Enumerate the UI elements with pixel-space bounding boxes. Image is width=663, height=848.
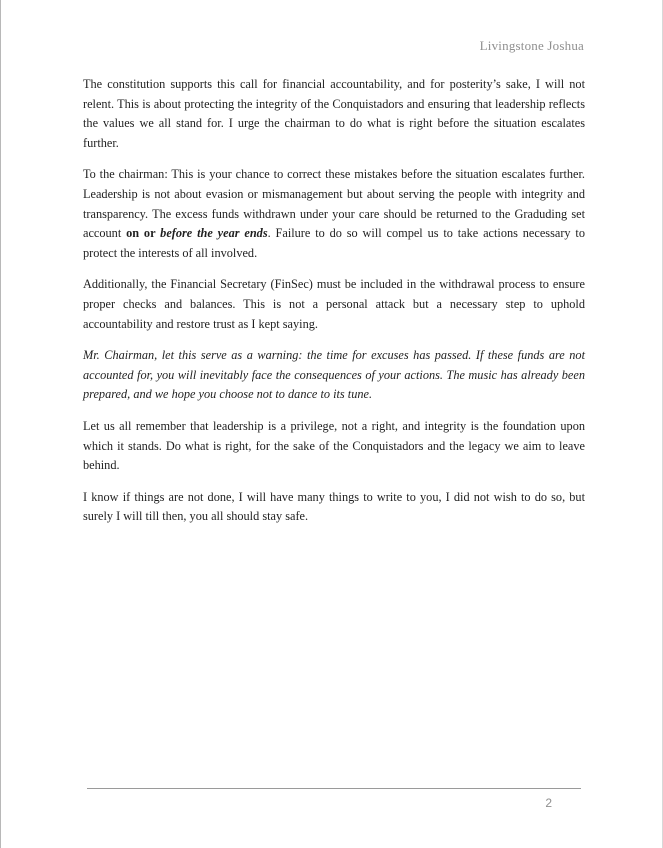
page-number: 2 <box>545 796 552 810</box>
footer-divider <box>87 788 581 789</box>
paragraph-leadership: Let us all remember that leadership is a privilege, not a right, and integrity is the foundation upon which it stands. Do what is right, for the sake of the Conquistadors and the legacy we aim to leave behind. <box>83 418 585 473</box>
header-author: Livingstone Joshua <box>479 38 584 53</box>
paragraph-to-chairman <box>83 165 585 263</box>
paragraph-to-chairman-text-start: To the chairman: This is your chance to correct these mistakes before the situation escalates further. Leadership is not about evasion or mismanagement but about serving the people with integrity and transparency. The excess funds withdrawn under your care should be returned to the Graduding set account <box>83 167 585 241</box>
deadline-bold-italic-text: before the year ends <box>160 226 268 241</box>
document-body <box>83 75 585 539</box>
paragraph-warning: Mr. Chairman, let this serve as a warning: the time for excuses has passed. If these funds are not accounted for, you will inevitably face the consequences of your actions. The music has already been prepared, and we hope you choose not to dance to its tune. <box>83 348 585 402</box>
paragraph-constitution: The constitution supports this call for financial accountability, and for posterity’s sake, I will not relent. This is about protecting the integrity of the Conquistadors and ensuring that leadership reflects the values we all stand for. I urge the chairman to do what is right before the situation escalates further. <box>83 77 585 150</box>
paragraph-to-chairman-text-end: . Failure to do so will compel us to take actions necessary to protect the interests of all involved. <box>83 226 585 260</box>
paragraph-finsec: Additionally, the Financial Secretary (FinSec) must be included in the withdrawal process to ensure proper checks and balances. This is not a personal attack but a necessary step to uphold accountability and restore trust as I kept saying. <box>83 277 585 331</box>
paragraph-closing: I know if things are not done, I will have many things to write to you, I did not wish to do so, but surely I will till then, you all should stay safe. <box>83 489 585 524</box>
deadline-bold-text: on or <box>126 226 161 241</box>
